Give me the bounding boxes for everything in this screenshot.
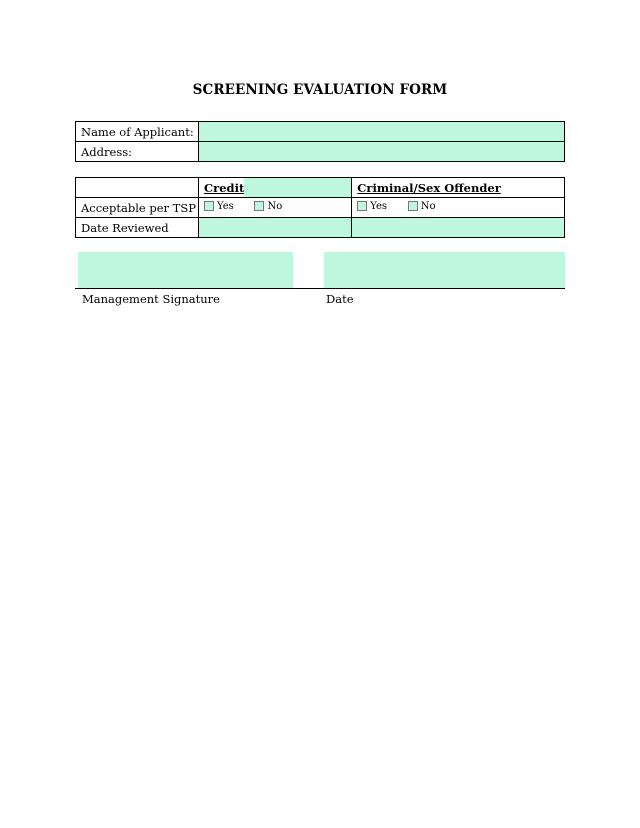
address-label: Address:: [76, 142, 199, 162]
date-reviewed-label: Date Reviewed: [76, 218, 199, 238]
criminal-yes-checkbox[interactable]: [357, 201, 367, 211]
table-row: [76, 198, 565, 218]
management-signature-label: Management Signature: [82, 292, 220, 306]
name-label: Name of Applicant:: [76, 122, 199, 142]
credit-no-label: No: [267, 201, 283, 212]
management-signature-field[interactable]: [78, 252, 293, 288]
criminal-header: Criminal/Sex Offender: [352, 178, 565, 198]
signature-date-field[interactable]: [324, 252, 565, 288]
criminal-no-checkbox[interactable]: [408, 201, 418, 211]
criminal-yes-option[interactable]: [357, 201, 387, 212]
criminal-date-field[interactable]: [352, 218, 565, 238]
credit-header: Credit: [204, 180, 245, 195]
name-field[interactable]: [199, 122, 565, 142]
empty-header-cell: [76, 178, 199, 198]
credit-header-cell: [199, 178, 352, 198]
credit-date-field[interactable]: [199, 218, 352, 238]
criminal-yes-label: Yes: [370, 201, 388, 212]
signature-line: [75, 288, 565, 289]
criminal-options: [352, 198, 565, 218]
credit-header-field[interactable]: [244, 178, 351, 197]
screening-table: [75, 177, 565, 238]
criminal-no-label: No: [420, 201, 436, 212]
applicant-table: [75, 121, 565, 162]
credit-yes-checkbox[interactable]: [204, 201, 214, 211]
table-row: [76, 218, 565, 238]
criminal-no-option[interactable]: [408, 201, 436, 212]
credit-no-option[interactable]: [254, 201, 282, 212]
credit-yes-option[interactable]: [204, 201, 234, 212]
table-row: [76, 122, 565, 142]
address-field[interactable]: [199, 142, 565, 162]
form-title: SCREENING EVALUATION FORM: [192, 82, 448, 98]
table-row: [76, 142, 565, 162]
signature-date-label: Date: [326, 292, 354, 306]
credit-options: [199, 198, 352, 218]
acceptable-label: Acceptable per TSP: [76, 198, 199, 218]
credit-yes-label: Yes: [217, 201, 234, 212]
table-row: [76, 178, 565, 198]
credit-no-checkbox[interactable]: [254, 201, 264, 211]
